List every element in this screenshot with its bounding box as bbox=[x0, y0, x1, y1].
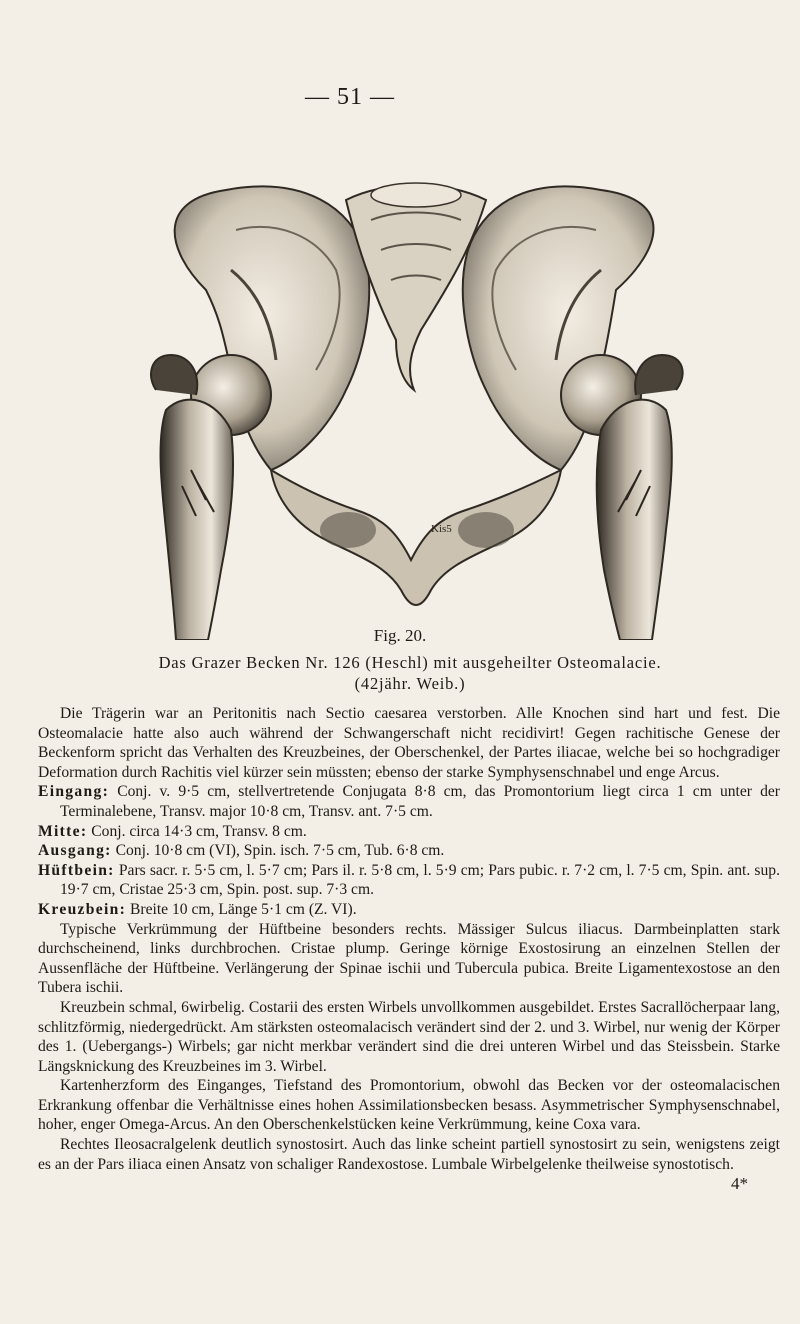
paragraph-typisch: Typische Verkrümmung der Hüftbeine besonders rechts. Mässiger Sulcus iliacus. Darmbeinplatten stark durchscheinend, links durchbrochen. Cristae plump. Geringe körnige Exostosirung an einzelnen Stellen der Aussenfläche der Hüftbeine. Verlängerung der Spinae ischii und Tubercula pubica. Breite Ligamentexostose an den Tubera ischii. bbox=[38, 920, 780, 997]
body-text bbox=[38, 704, 780, 1194]
pubic-region bbox=[271, 470, 561, 605]
specimen-label: Kis5 bbox=[431, 523, 452, 535]
measurement-mitte bbox=[38, 822, 780, 842]
figure-title bbox=[40, 652, 780, 694]
left-femur-shaft bbox=[161, 400, 233, 640]
mitte-text: Conj. circa 14·3 cm, Transv. 8 cm. bbox=[91, 822, 307, 840]
measurement-ausgang bbox=[38, 841, 780, 861]
kreuzbein-label: Kreuzbein: bbox=[38, 900, 127, 918]
paragraph-kartenherz: Kartenherzform des Einganges, Tiefstand des Promontorium, obwohl das Becken vor der osteomalacischen Erkrankung offenbar die Verhältnisse eines hohen Assimilationsbecken besass. Asymmetrischer Symphysenschnabel, hoher, enger Omega-Arcus. An den Oberschenkelstücken keine Verkrümmung, keine Coxa vara. bbox=[38, 1077, 780, 1134]
paragraph-intro: Die Trägerin war an Peritonitis nach Sectio caesarea verstorben. Alle Knochen sind hart und fest. Die Osteomalacie hatte also auch während der Schwangerschaft nicht recidivirt! Gegen rachitische Genese der Beckenform spricht das Verhalten des Kreuzbeines, der Oberschenkel, der Partes iliacae, welche bei so hochgradiger Deformation durch Rachitis viel kürzer sein müssten; ebenso der starke Symphysenschnabel und enge Arcus. bbox=[38, 705, 780, 781]
page-number: — 51 — bbox=[305, 84, 395, 110]
figure-caption: Fig. 20. bbox=[373, 626, 427, 645]
hueftbein-text: Pars sacr. r. 5·5 cm, l. 5·7 cm; Pars il. r. 5·8 cm, l. 5·9 cm; Pars pubic. r. 7·2 cm, l. 7·5 cm, Spin. ant. sup. 19·7 cm, Cristae 25·3 cm, Spin. post. sup. 7·3 cm. bbox=[60, 861, 780, 899]
signature-mark: 4* bbox=[731, 1174, 748, 1194]
hueftbein-label: Hüftbein: bbox=[38, 861, 115, 879]
figure-title-line-2: (42jähr. Weib.) bbox=[354, 674, 466, 693]
pelvis-figure bbox=[96, 140, 736, 640]
eingang-label: Eingang: bbox=[38, 783, 110, 801]
eingang-text: Conj. v. 9·5 cm, stellvertretende Conjugata 8·8 cm, das Promontorium liegt circa 1 cm unter der Terminalebene, Transv. major 10·8 cm, Transv. ant. 7·5 cm. bbox=[60, 783, 781, 820]
ausgang-text: Conj. 10·8 cm (VI), Spin. isch. 7·5 cm, Tub. 6·8 cm. bbox=[115, 842, 445, 860]
measurement-hueftbein bbox=[38, 861, 780, 900]
ausgang-label: Ausgang: bbox=[38, 842, 112, 860]
kreuzbein-text: Breite 10 cm, Länge 5·1 cm (Z. VI). bbox=[129, 900, 357, 918]
mitte-label: Mitte: bbox=[38, 822, 88, 840]
paragraph-ileosacral: Rechtes Ileosacralgelenk deutlich synostosirt. Auch das linke scheint partiell synostosirt zu sein, wenigstens zeigt es an der Pars iliaca einen Ansatz von schaliger Randexostose. Lumbale Wirbelgelenke theilweise synostotisch. bbox=[38, 1136, 780, 1173]
right-femur-shaft bbox=[597, 400, 672, 640]
measurement-kreuzbein bbox=[38, 900, 780, 920]
figure-title-line-1: Das Grazer Becken Nr. 126 (Heschl) mit ausgeheilter Osteomalacie. bbox=[158, 653, 662, 672]
pelvis-illustration bbox=[96, 140, 736, 640]
measurement-eingang bbox=[38, 782, 780, 821]
paragraph-kreuzbein: Kreuzbein schmal, 6wirbelig. Costarii des ersten Wirbels unvollkommen ausgebildet. Erstes Sacrallöcherpaar lang, schlitzförmig, niedergedrückt. Am stärksten osteomalacisch verändert sind der 2. und 3. Wirbel, nur wenig der Körper des 1. (Uebergangs-) Wirbels; gar nicht merkbar verändert sind die drei unteren Wirbel und das Steissbein. Starke Längsknickung des Kreuzbeines im 3. Wirbel. bbox=[38, 998, 780, 1075]
